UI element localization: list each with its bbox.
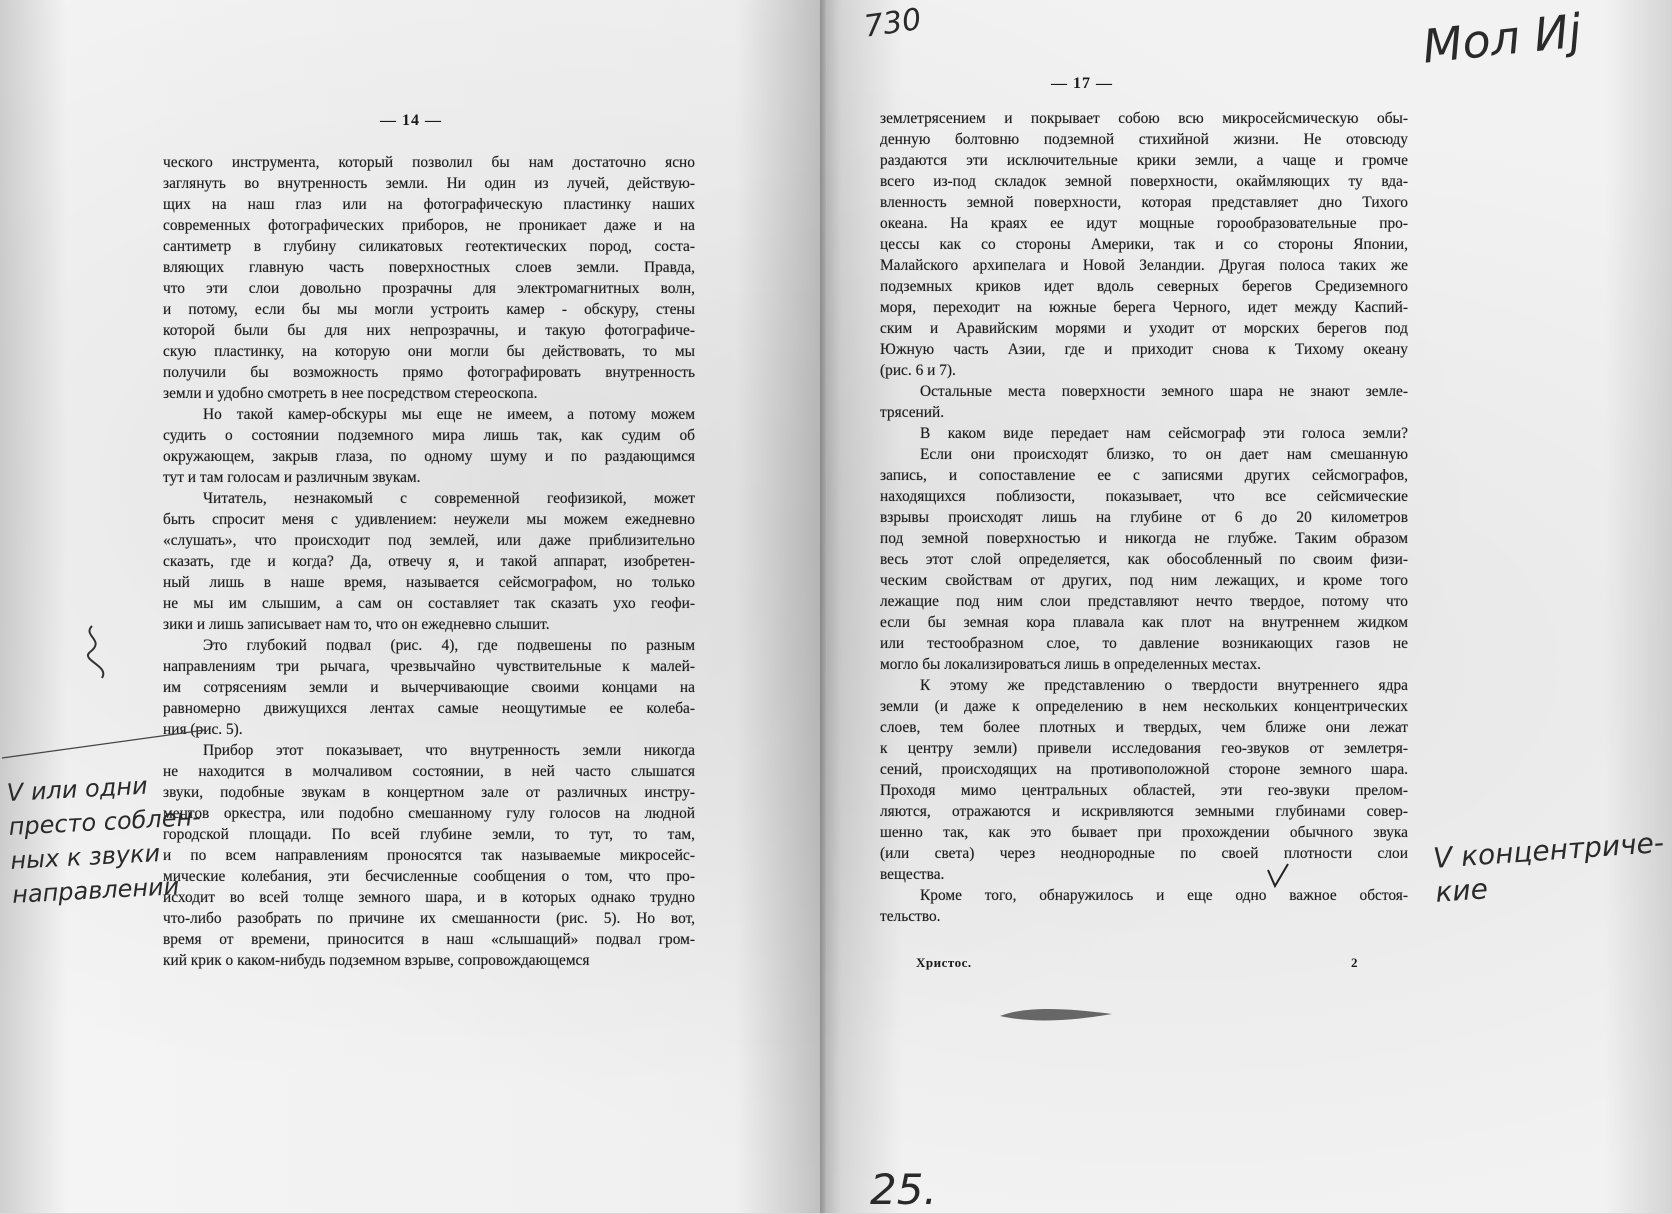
text-line: К этому же представлению о твердости внутреннего ядра bbox=[920, 677, 1408, 694]
text-line: Малайского архипелага и Новой Зеландии. Другая полоса таких же bbox=[880, 257, 1408, 274]
text-line: мические колебания, эти бесчисленные сообщения о том, что про- bbox=[163, 868, 695, 885]
text-line: получили бы возможность прямо фотографировать внутренность bbox=[163, 364, 695, 381]
margin-note-line: ных к звуки bbox=[9, 839, 161, 875]
text-line: Если они происходят близко, то он дает нам смешанную bbox=[920, 446, 1408, 463]
text-line: шенно так, как это бывает при прохождении обычного звука bbox=[880, 824, 1408, 841]
text-line: В каком виде передает нам сейсмограф эти голоса земли? bbox=[920, 425, 1408, 442]
text-line: трясений. bbox=[880, 404, 945, 421]
text-line: вляющих главную часть поверхностных слоев земли. Правда, bbox=[163, 259, 695, 276]
margin-note-line: престо соблен- bbox=[7, 802, 202, 841]
text-line: Читатель, незнакомый с современной геофизикой, может bbox=[203, 490, 695, 507]
text-line: Но такой камер-обскуры мы еще не имеем, а потому можем bbox=[203, 406, 695, 423]
text-line: весь этот слой определяется, как обособленный по своим физи- bbox=[880, 551, 1408, 568]
text-line: под земной поверхностью и никогда не глубже. Таким образом bbox=[880, 530, 1408, 547]
text-line: Прибор этот показывает, что внутренность земли никогда bbox=[203, 742, 695, 759]
text-line: время от времени, приносится в наш «слышащий» подвал гром- bbox=[163, 931, 695, 948]
text-line: зики и лишь записывает нам то, что он ежедневно слышит. bbox=[163, 616, 550, 633]
text-line: ским и Аравийским морями и уходит от морских берегов под bbox=[880, 320, 1408, 337]
text-line: к центру земли) привели исследования гео-звуков от землетря- bbox=[880, 740, 1408, 757]
margin-note-line: кие bbox=[1434, 872, 1489, 909]
left-page bbox=[0, 0, 820, 1213]
text-line: ляются, отражаются и искривляются земными глубинами совер- bbox=[880, 803, 1408, 820]
right-page bbox=[826, 0, 1672, 1213]
text-line: моря, переходит на южные берега Черного, идет между Каспий- bbox=[880, 299, 1408, 316]
text-line: или тестообразном слое, то давление возникающих газов не bbox=[880, 635, 1408, 652]
text-line: лежащие под ним слои представляют нечто твердое, потому что bbox=[880, 593, 1408, 610]
text-line: (рис. 6 и 7). bbox=[880, 362, 956, 379]
text-line: взрывы происходят лишь на глубине от 6 до 20 километров bbox=[880, 509, 1408, 526]
text-line: быть спросит меня с удивлением: неужели мы можем ежедневно bbox=[163, 511, 695, 528]
text-line: земли и удобно смотреть в нее посредством стереоскопа. bbox=[163, 385, 538, 402]
text-line: если бы земная кора плавала как плот на внутреннем жидком bbox=[880, 614, 1408, 631]
text-line: что-либо разобрать по причине их смешанности (рис. 5). Но вот, bbox=[163, 910, 695, 927]
text-line: Проходя мимо центральных областей, эти гео-звуки прелом- bbox=[880, 782, 1408, 799]
text-line: звуки, подобные звукам в концертном зале от различных инстру- bbox=[163, 784, 695, 801]
text-line: ментов оркестра, или подобно смешанному гулу голосов на людной bbox=[163, 805, 695, 822]
text-line: океана. На краях ее идут мощные горообразовательные про- bbox=[880, 215, 1408, 232]
text-line: и по всем направлениям проносятся так называемые микросейс- bbox=[163, 847, 695, 864]
ink-blot-mark bbox=[996, 1002, 1116, 1026]
text-line: заглянуть во внутренность земли. Ни один из лучей, действую- bbox=[163, 175, 695, 192]
text-line: современных фотографических приборов, не проникает даже и на bbox=[163, 217, 695, 234]
text-line: Южную часть Азии, где и приходит снова к Тихому океану bbox=[880, 341, 1408, 358]
margin-note-line: направлении bbox=[11, 872, 180, 909]
text-line: тельство. bbox=[880, 908, 941, 925]
text-line: скую пластинку, на которую они могли бы действовать, то мы bbox=[163, 343, 695, 360]
text-line: которой были бы для них непрозрачны, и такую фотографиче- bbox=[163, 322, 695, 339]
text-line: Остальные места поверхности земного шара не знают земле- bbox=[920, 383, 1408, 400]
left-page-number: — 14 — bbox=[380, 112, 442, 129]
footer-signature: Христос. bbox=[916, 955, 972, 970]
text-line: городской площади. По всей глубине земли, то тут, то там, bbox=[163, 826, 695, 843]
text-line: щих на наш глаз или на фотографическую пластинку наших bbox=[163, 196, 695, 213]
margin-pencil-line bbox=[0, 722, 210, 762]
left-margin-handwritten-note bbox=[6, 766, 205, 912]
text-line: и потому, если бы мы могли устроить камер - обскуру, стены bbox=[163, 301, 695, 318]
text-line: слоев, тем более плотных и твердых, чем ближе они лежат bbox=[880, 719, 1408, 736]
text-line: вленность земной поверхности, которая представляет дно Тихого bbox=[880, 194, 1408, 211]
text-line: сказать, где и когда? Да, отвечу я, и такой аппарат, изобретен- bbox=[163, 553, 695, 570]
text-line: окружающем, закрыв глаза, по одному шуму и по раздающимся bbox=[163, 448, 695, 465]
text-line: направлениям три рычага, чрезвычайно чувствительные к малей- bbox=[163, 658, 695, 675]
text-line: Это глубокий подвал (рис. 4), где подвешены по разным bbox=[203, 637, 695, 654]
text-line: могло бы локализироваться лишь в определенных местах. bbox=[880, 656, 1262, 673]
check-mark-icon bbox=[1266, 862, 1290, 888]
handwritten-top-number: 730 bbox=[862, 2, 924, 45]
margin-squiggle-mark bbox=[80, 622, 120, 682]
text-line: цессы как со стороны Америки, так и со стороны Японии, bbox=[880, 236, 1408, 253]
text-line: Кроме того, обнаружилось и еще одно важное обстоя- bbox=[920, 887, 1408, 904]
text-line: кий крик о каком-нибудь подземном взрыве, сопровождающемся bbox=[163, 952, 590, 969]
text-line: равномерно движущихся лентах самые неощутимые ее колеба- bbox=[163, 700, 695, 717]
text-line: судить о состоянии подземного мира лишь так, как судим об bbox=[163, 427, 695, 444]
footer-sheet-number: 2 bbox=[1351, 955, 1358, 970]
text-line: ческим свойствам от других, под ним лежащих, и кроме того bbox=[880, 572, 1408, 589]
text-line: сантиметр в глубину силикатовых геотектических пород, соста- bbox=[163, 238, 695, 255]
text-line: (или света) через неоднородные по своей плотности слои bbox=[880, 845, 1408, 862]
text-line: запись, и сопоставление ее с записями других сейсмографов, bbox=[880, 467, 1408, 484]
text-line: ческого инструмента, который позволил бы нам достаточно ясно bbox=[163, 154, 695, 171]
text-line: не находится в молчаливом состоянии, в ней часто слышатся bbox=[163, 763, 695, 780]
text-line: что эти слои довольно прозрачны для электромагнитных волн, bbox=[163, 280, 695, 297]
text-line: тут и там голосам и различным звукам. bbox=[163, 469, 421, 486]
text-line: денную болтовню подземной стихийной жизни. Не отовсюду bbox=[880, 131, 1408, 148]
margin-note-line: V концентриче- bbox=[1432, 825, 1665, 875]
handwritten-bottom-number: 25. bbox=[870, 1165, 937, 1214]
text-line: ный лишь в наше время, называется сейсмографом, но только bbox=[163, 574, 695, 591]
text-line: всего из-под складок земной поверхности, окаймляющих ту вда- bbox=[880, 173, 1408, 190]
text-line: «слушать», что происходит под землей, или даже приблизительно bbox=[163, 532, 695, 549]
text-line: исходит во всей толще земного шара, и в которых однако трудно bbox=[163, 889, 695, 906]
text-line: подземных криков идет вдоль северных берегов Средиземного bbox=[880, 278, 1408, 295]
left-page-text bbox=[163, 152, 695, 971]
right-page-number: — 17 — bbox=[1051, 75, 1113, 92]
text-line: раздаются эти исключительные крики земли, а чаще и громче bbox=[880, 152, 1408, 169]
text-line: сений, происходящих на противоположной стороне земного шара. bbox=[880, 761, 1408, 778]
handwritten-top-signature: Мол Иј bbox=[1420, 3, 1584, 74]
text-line: ния (рис. 5). bbox=[163, 721, 243, 738]
margin-note-line: V или одни bbox=[6, 771, 149, 807]
text-line: находящихся поблизости, показывает, что все сейсмические bbox=[880, 488, 1408, 505]
text-line: им сотрясениям земли и вычерчивающие своими концами на bbox=[163, 679, 695, 696]
text-line: землетрясением и покрывает собою всю микросейсмическую обы- bbox=[880, 110, 1408, 127]
text-line: не мы им слышим, а сам он составляет так сказать ухо геофи- bbox=[163, 595, 695, 612]
text-line: вещества. bbox=[880, 866, 945, 883]
right-page-text bbox=[880, 108, 1408, 927]
text-line: земли (и даже к определению в нем нескольких концентрических bbox=[880, 698, 1408, 715]
